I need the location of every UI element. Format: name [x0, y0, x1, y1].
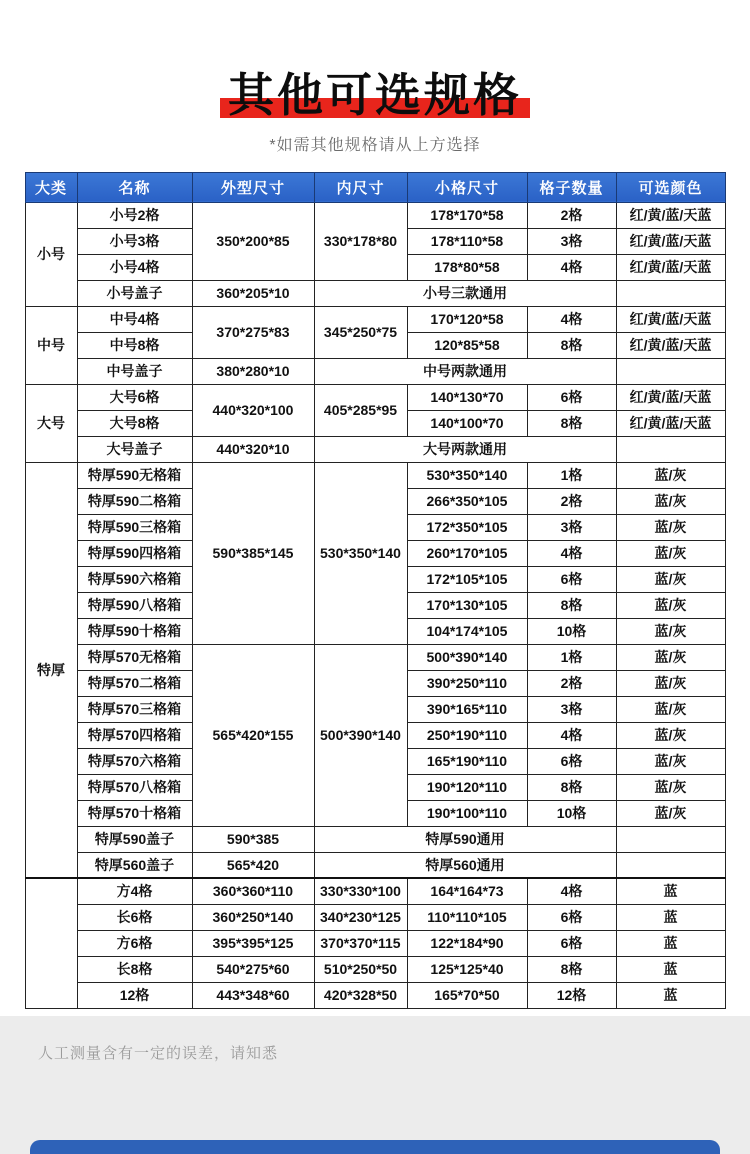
table-cell: 4格	[527, 722, 616, 748]
table-cell: 330*330*100	[314, 878, 407, 904]
table-cell: 8格	[527, 332, 616, 358]
table-cell	[616, 826, 725, 852]
table-cell: 方4格	[77, 878, 192, 904]
table-cell: 红/黄/蓝/天蓝	[616, 306, 725, 332]
table-cell: 170*120*58	[407, 306, 527, 332]
column-header: 格子数量	[527, 172, 616, 202]
table-cell: 8格	[527, 956, 616, 982]
spec-table	[25, 172, 726, 1009]
table-cell: 500*390*140	[314, 644, 407, 826]
table-cell	[616, 436, 725, 462]
table-row	[25, 982, 725, 1008]
table-cell: 440*320*100	[192, 384, 314, 436]
table-cell: 266*350*105	[407, 488, 527, 514]
table-cell: 110*110*105	[407, 904, 527, 930]
category-cell	[25, 878, 77, 1008]
table-cell: 190*120*110	[407, 774, 527, 800]
table-cell: 440*320*10	[192, 436, 314, 462]
table-cell: 6格	[527, 384, 616, 410]
table-row	[25, 930, 725, 956]
table-cell: 特厚570无格箱	[77, 644, 192, 670]
table-cell: 红/黄/蓝/天蓝	[616, 384, 725, 410]
table-cell: 蓝/灰	[616, 566, 725, 592]
table-cell: 蓝	[616, 982, 725, 1008]
table-cell: 蓝/灰	[616, 540, 725, 566]
table-cell: 10格	[527, 618, 616, 644]
table-cell: 特厚560通用	[314, 852, 616, 878]
table-row	[25, 852, 725, 878]
title-block	[0, 70, 750, 155]
measurement-disclaimer: 人工测量含有一定的误差，请知悉	[38, 1044, 279, 1062]
column-header: 可选颜色	[616, 172, 725, 202]
footer-area	[0, 1016, 750, 1154]
table-cell: 540*275*60	[192, 956, 314, 982]
page-title-text: 其他可选规格	[220, 69, 530, 121]
table-cell: 红/黄/蓝/天蓝	[616, 254, 725, 280]
table-cell: 405*285*95	[314, 384, 407, 436]
table-cell: 360*205*10	[192, 280, 314, 306]
table-cell: 2格	[527, 202, 616, 228]
table-cell: 特厚570二格箱	[77, 670, 192, 696]
table-row	[25, 306, 725, 332]
table-cell: 3格	[527, 696, 616, 722]
table-cell: 6格	[527, 904, 616, 930]
table-cell: 8格	[527, 774, 616, 800]
table-cell: 中号两款通用	[314, 358, 616, 384]
table-cell: 蓝/灰	[616, 592, 725, 618]
table-cell: 390*165*110	[407, 696, 527, 722]
table-cell: 蓝/灰	[616, 462, 725, 488]
table-cell: 蓝/灰	[616, 748, 725, 774]
table-cell: 370*275*83	[192, 306, 314, 358]
table-row	[25, 644, 725, 670]
table-cell: 500*390*140	[407, 644, 527, 670]
category-cell: 大号	[25, 384, 77, 462]
table-cell: 蓝	[616, 930, 725, 956]
table-cell: 蓝/灰	[616, 514, 725, 540]
table-cell: 104*174*105	[407, 618, 527, 644]
table-cell: 4格	[527, 306, 616, 332]
table-cell: 590*385	[192, 826, 314, 852]
table-cell: 8格	[527, 592, 616, 618]
table-cell: 380*280*10	[192, 358, 314, 384]
table-cell: 6格	[527, 566, 616, 592]
table-cell: 3格	[527, 514, 616, 540]
table-cell: 长8格	[77, 956, 192, 982]
table-row	[25, 280, 725, 306]
table-cell: 370*370*115	[314, 930, 407, 956]
table-cell: 6格	[527, 748, 616, 774]
table-cell: 特厚590通用	[314, 826, 616, 852]
table-cell: 1格	[527, 644, 616, 670]
column-header: 内尺寸	[314, 172, 407, 202]
table-cell: 443*348*60	[192, 982, 314, 1008]
column-header: 名称	[77, 172, 192, 202]
table-cell: 6格	[527, 930, 616, 956]
table-cell: 大号8格	[77, 410, 192, 436]
table-cell: 小号三款通用	[314, 280, 616, 306]
table-row	[25, 436, 725, 462]
table-row	[25, 384, 725, 410]
table-cell: 蓝	[616, 956, 725, 982]
table-cell: 蓝/灰	[616, 618, 725, 644]
table-cell: 172*105*105	[407, 566, 527, 592]
table-cell: 大号两款通用	[314, 436, 616, 462]
table-cell: 12格	[527, 982, 616, 1008]
table-cell: 特厚570六格箱	[77, 748, 192, 774]
table-cell: 565*420	[192, 852, 314, 878]
table-cell: 165*190*110	[407, 748, 527, 774]
table-cell: 178*80*58	[407, 254, 527, 280]
table-cell: 120*85*58	[407, 332, 527, 358]
table-cell: 8格	[527, 410, 616, 436]
table-cell: 蓝/灰	[616, 644, 725, 670]
table-cell: 特厚590四格箱	[77, 540, 192, 566]
table-cell: 125*125*40	[407, 956, 527, 982]
table-cell: 特厚590无格箱	[77, 462, 192, 488]
table-cell: 420*328*50	[314, 982, 407, 1008]
table-cell: 特厚570八格箱	[77, 774, 192, 800]
table-cell: 蓝/灰	[616, 722, 725, 748]
table-cell: 164*164*73	[407, 878, 527, 904]
table-cell: 360*250*140	[192, 904, 314, 930]
table-cell: 蓝	[616, 878, 725, 904]
table-cell: 390*250*110	[407, 670, 527, 696]
table-cell: 395*395*125	[192, 930, 314, 956]
table-cell: 345*250*75	[314, 306, 407, 358]
table-cell: 178*110*58	[407, 228, 527, 254]
table-cell: 2格	[527, 670, 616, 696]
table-cell: 10格	[527, 800, 616, 826]
table-cell	[616, 358, 725, 384]
table-cell: 530*350*140	[314, 462, 407, 644]
category-cell: 小号	[25, 202, 77, 306]
table-cell: 4格	[527, 878, 616, 904]
page-title	[220, 70, 530, 121]
table-cell: 红/黄/蓝/天蓝	[616, 202, 725, 228]
table-cell: 170*130*105	[407, 592, 527, 618]
table-cell: 方6格	[77, 930, 192, 956]
table-cell: 大号6格	[77, 384, 192, 410]
table-cell: 530*350*140	[407, 462, 527, 488]
table-cell: 红/黄/蓝/天蓝	[616, 228, 725, 254]
table-cell: 140*100*70	[407, 410, 527, 436]
table-cell: 4格	[527, 540, 616, 566]
table-cell: 特厚570三格箱	[77, 696, 192, 722]
table-cell: 特厚590六格箱	[77, 566, 192, 592]
table-row	[25, 956, 725, 982]
table-cell: 特厚590盖子	[77, 826, 192, 852]
table-cell: 中号8格	[77, 332, 192, 358]
table-cell: 4格	[527, 254, 616, 280]
table-cell: 122*184*90	[407, 930, 527, 956]
table-cell: 小号盖子	[77, 280, 192, 306]
table-cell: 小号4格	[77, 254, 192, 280]
table-row	[25, 462, 725, 488]
table-cell: 特厚560盖子	[77, 852, 192, 878]
table-cell: 红/黄/蓝/天蓝	[616, 332, 725, 358]
table-cell: 172*350*105	[407, 514, 527, 540]
table-row	[25, 904, 725, 930]
table-cell: 大号盖子	[77, 436, 192, 462]
table-cell: 蓝/灰	[616, 774, 725, 800]
table-cell: 250*190*110	[407, 722, 527, 748]
table-row	[25, 202, 725, 228]
table-cell: 2格	[527, 488, 616, 514]
table-cell: 340*230*125	[314, 904, 407, 930]
table-cell: 590*385*145	[192, 462, 314, 644]
table-cell: 中号4格	[77, 306, 192, 332]
table-cell: 特厚570十格箱	[77, 800, 192, 826]
table-cell: 330*178*80	[314, 202, 407, 280]
table-cell: 特厚570四格箱	[77, 722, 192, 748]
table-cell: 小号3格	[77, 228, 192, 254]
table-row	[25, 826, 725, 852]
next-section-edge	[30, 1140, 720, 1154]
page-subtitle: *如需其他规格请从上方选择	[269, 136, 481, 154]
table-row	[25, 878, 725, 904]
table-cell: 140*130*70	[407, 384, 527, 410]
table-cell	[616, 852, 725, 878]
table-cell: 特厚590十格箱	[77, 618, 192, 644]
category-cell: 中号	[25, 306, 77, 384]
table-cell: 1格	[527, 462, 616, 488]
table-cell	[616, 280, 725, 306]
category-cell: 特厚	[25, 462, 77, 878]
table-cell: 蓝	[616, 904, 725, 930]
table-cell: 长6格	[77, 904, 192, 930]
table-cell: 360*360*110	[192, 878, 314, 904]
table-cell: 特厚590八格箱	[77, 592, 192, 618]
column-header: 大类	[25, 172, 77, 202]
table-cell: 565*420*155	[192, 644, 314, 826]
table-cell: 蓝/灰	[616, 696, 725, 722]
table-cell: 510*250*50	[314, 956, 407, 982]
table-cell: 特厚590二格箱	[77, 488, 192, 514]
table-cell: 350*200*85	[192, 202, 314, 280]
table-cell: 12格	[77, 982, 192, 1008]
table-cell: 特厚590三格箱	[77, 514, 192, 540]
table-cell: 3格	[527, 228, 616, 254]
table-cell: 190*100*110	[407, 800, 527, 826]
table-cell: 178*170*58	[407, 202, 527, 228]
column-header: 小格尺寸	[407, 172, 527, 202]
table-header-row	[25, 172, 725, 202]
table-cell: 小号2格	[77, 202, 192, 228]
table-cell: 红/黄/蓝/天蓝	[616, 410, 725, 436]
table-row	[25, 358, 725, 384]
table-cell: 260*170*105	[407, 540, 527, 566]
column-header: 外型尺寸	[192, 172, 314, 202]
table-cell: 蓝/灰	[616, 670, 725, 696]
table-cell: 蓝/灰	[616, 800, 725, 826]
table-cell: 165*70*50	[407, 982, 527, 1008]
table-cell: 中号盖子	[77, 358, 192, 384]
table-cell: 蓝/灰	[616, 488, 725, 514]
